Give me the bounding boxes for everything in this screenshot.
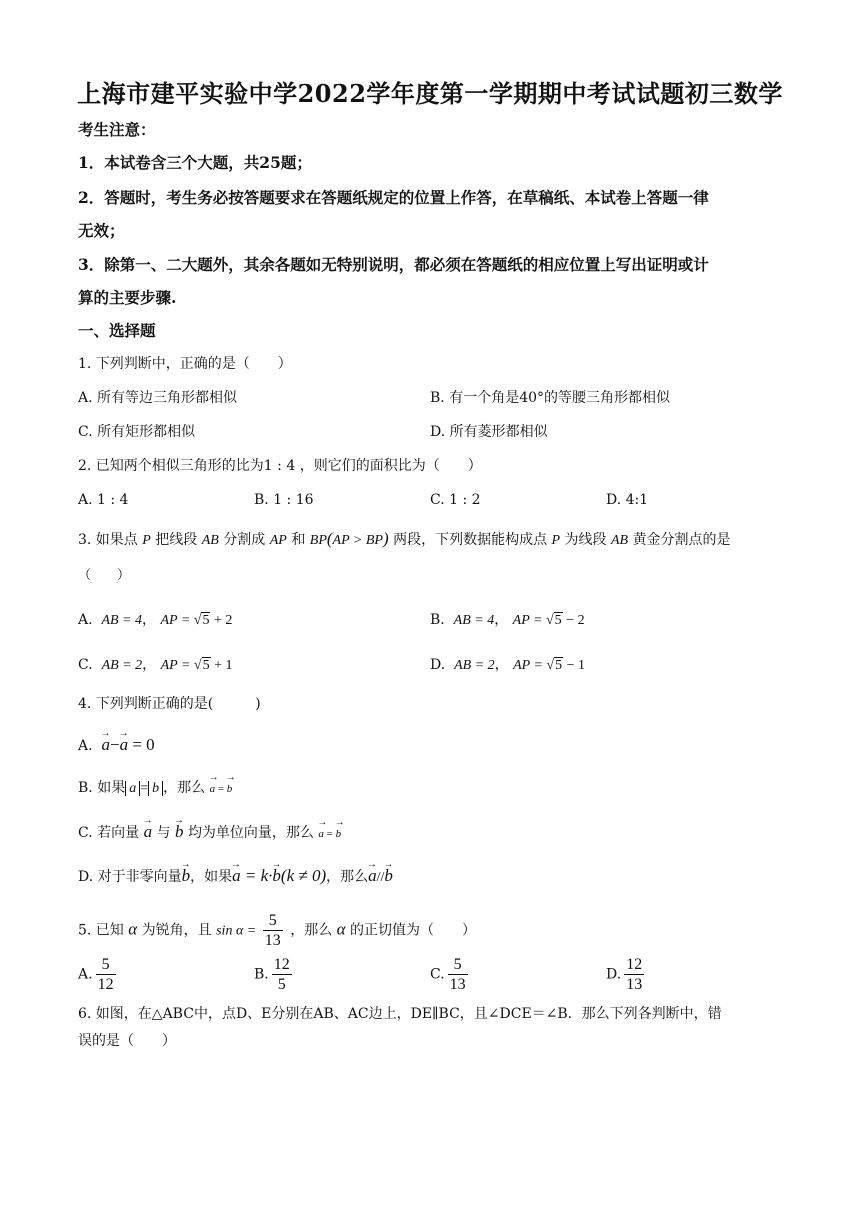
q3-option-d: D. AB = 2， AP = √5 − 1 [430,657,586,673]
notice-item-3-line2: 算的主要步骤. [78,288,177,307]
q1-option-d: D. 所有菱形都相似 [430,424,548,440]
notice-item-3-line1: 3．除第一、二大题外，其余各题如无特别说明，都必须在答题纸的相应位置上写出证明或计 [78,255,709,274]
q5-option-b: B. $\frac{12}{5}$ [254,956,290,993]
sin-fraction: $\frac{5}{13}$ [264,912,281,949]
q2-option-d: D. 4:1 [606,492,649,508]
q3-stem: 3. 如果点 P 把线段 AB 分割成 AP 和 BP(AP > BP) 两段，下列数据能构成点 P 为线段 AB 黄金分割点的是 [78,529,731,548]
q1-option-c: C. 所有矩形都相似 [78,424,196,440]
q2-option-c: C. 1 : 2 [430,492,481,508]
q4-option-d: D. 对于非零向量→ b，如果→ a = k·→ b(k ≠ 0)，那么→ a//→ b [78,866,393,888]
q6-stem-line1: 6. 如图，在△ABC中，点D、E分别在AB、AC边上，DE∥BC，且∠DCE＝∠B．那么下列各判断中，错 [78,1006,722,1022]
page-title: 上海市建平实验中学2022学年度第一学期期中考试试题初三数学 [77,79,783,108]
notice-heading: 考生注意： [78,120,156,139]
q2-option-a: A. 1 : 4 [78,492,129,508]
q4-option-b: B. 如果 a = b ，那么 → a = → b [78,778,232,799]
q5-option-d: D. $\frac{12}{13}$ [606,956,643,993]
notice-item-2-line1: 2．答题时，考生务必按答题要求在答题纸规定的位置上作答，在草稿纸、本试卷上答题一律 [78,188,709,207]
q3-option-c: C. AB = 2， AP = √5 + 1 [78,657,233,673]
notice-item-1: 1．本试卷含三个大题，共25题； [78,153,312,172]
q2-option-b: B. 1 : 16 [254,492,314,508]
q5-option-c: C. $\frac{5}{13}$ [430,956,466,993]
q5-option-a: A. $\frac{5}{12}$ [78,956,114,993]
q3-option-a: A. AB = 4， AP = √5 + 2 [78,612,233,628]
notice-item-2-line2: 无效； [78,221,125,240]
q5-stem: 5. 已知 α 为锐角，且 sin α = $\frac{5}{13}$ ，那么 α 的正切值为（ ） [78,912,477,949]
q1-option-b: B. 有一个角是40°的等腰三角形都相似 [430,390,671,406]
q4-stem: 4. 下列判断正确的是( ) [78,696,261,712]
q1-stem: 1. 下列判断中，正确的是（ ） [78,356,292,372]
q3-option-b: B. AB = 4， AP = √5 − 2 [430,612,585,628]
q3-stem-line2: （ ） [78,568,131,583]
q4-option-a: A. → a−→ a = 0 [78,735,155,756]
q1-option-a: A. 所有等边三角形都相似 [78,390,238,406]
section-heading: 一、选择题 [78,321,156,340]
q4-option-c: C. 若向量 → a 与 → b 均为单位向量，那么 → a = → b [78,822,341,844]
q2-stem: 2. 已知两个相似三角形的比为1 : 4 ，则它们的面积比为（ ） [78,458,482,474]
q6-stem-line2: 误的是（ ） [78,1033,176,1049]
